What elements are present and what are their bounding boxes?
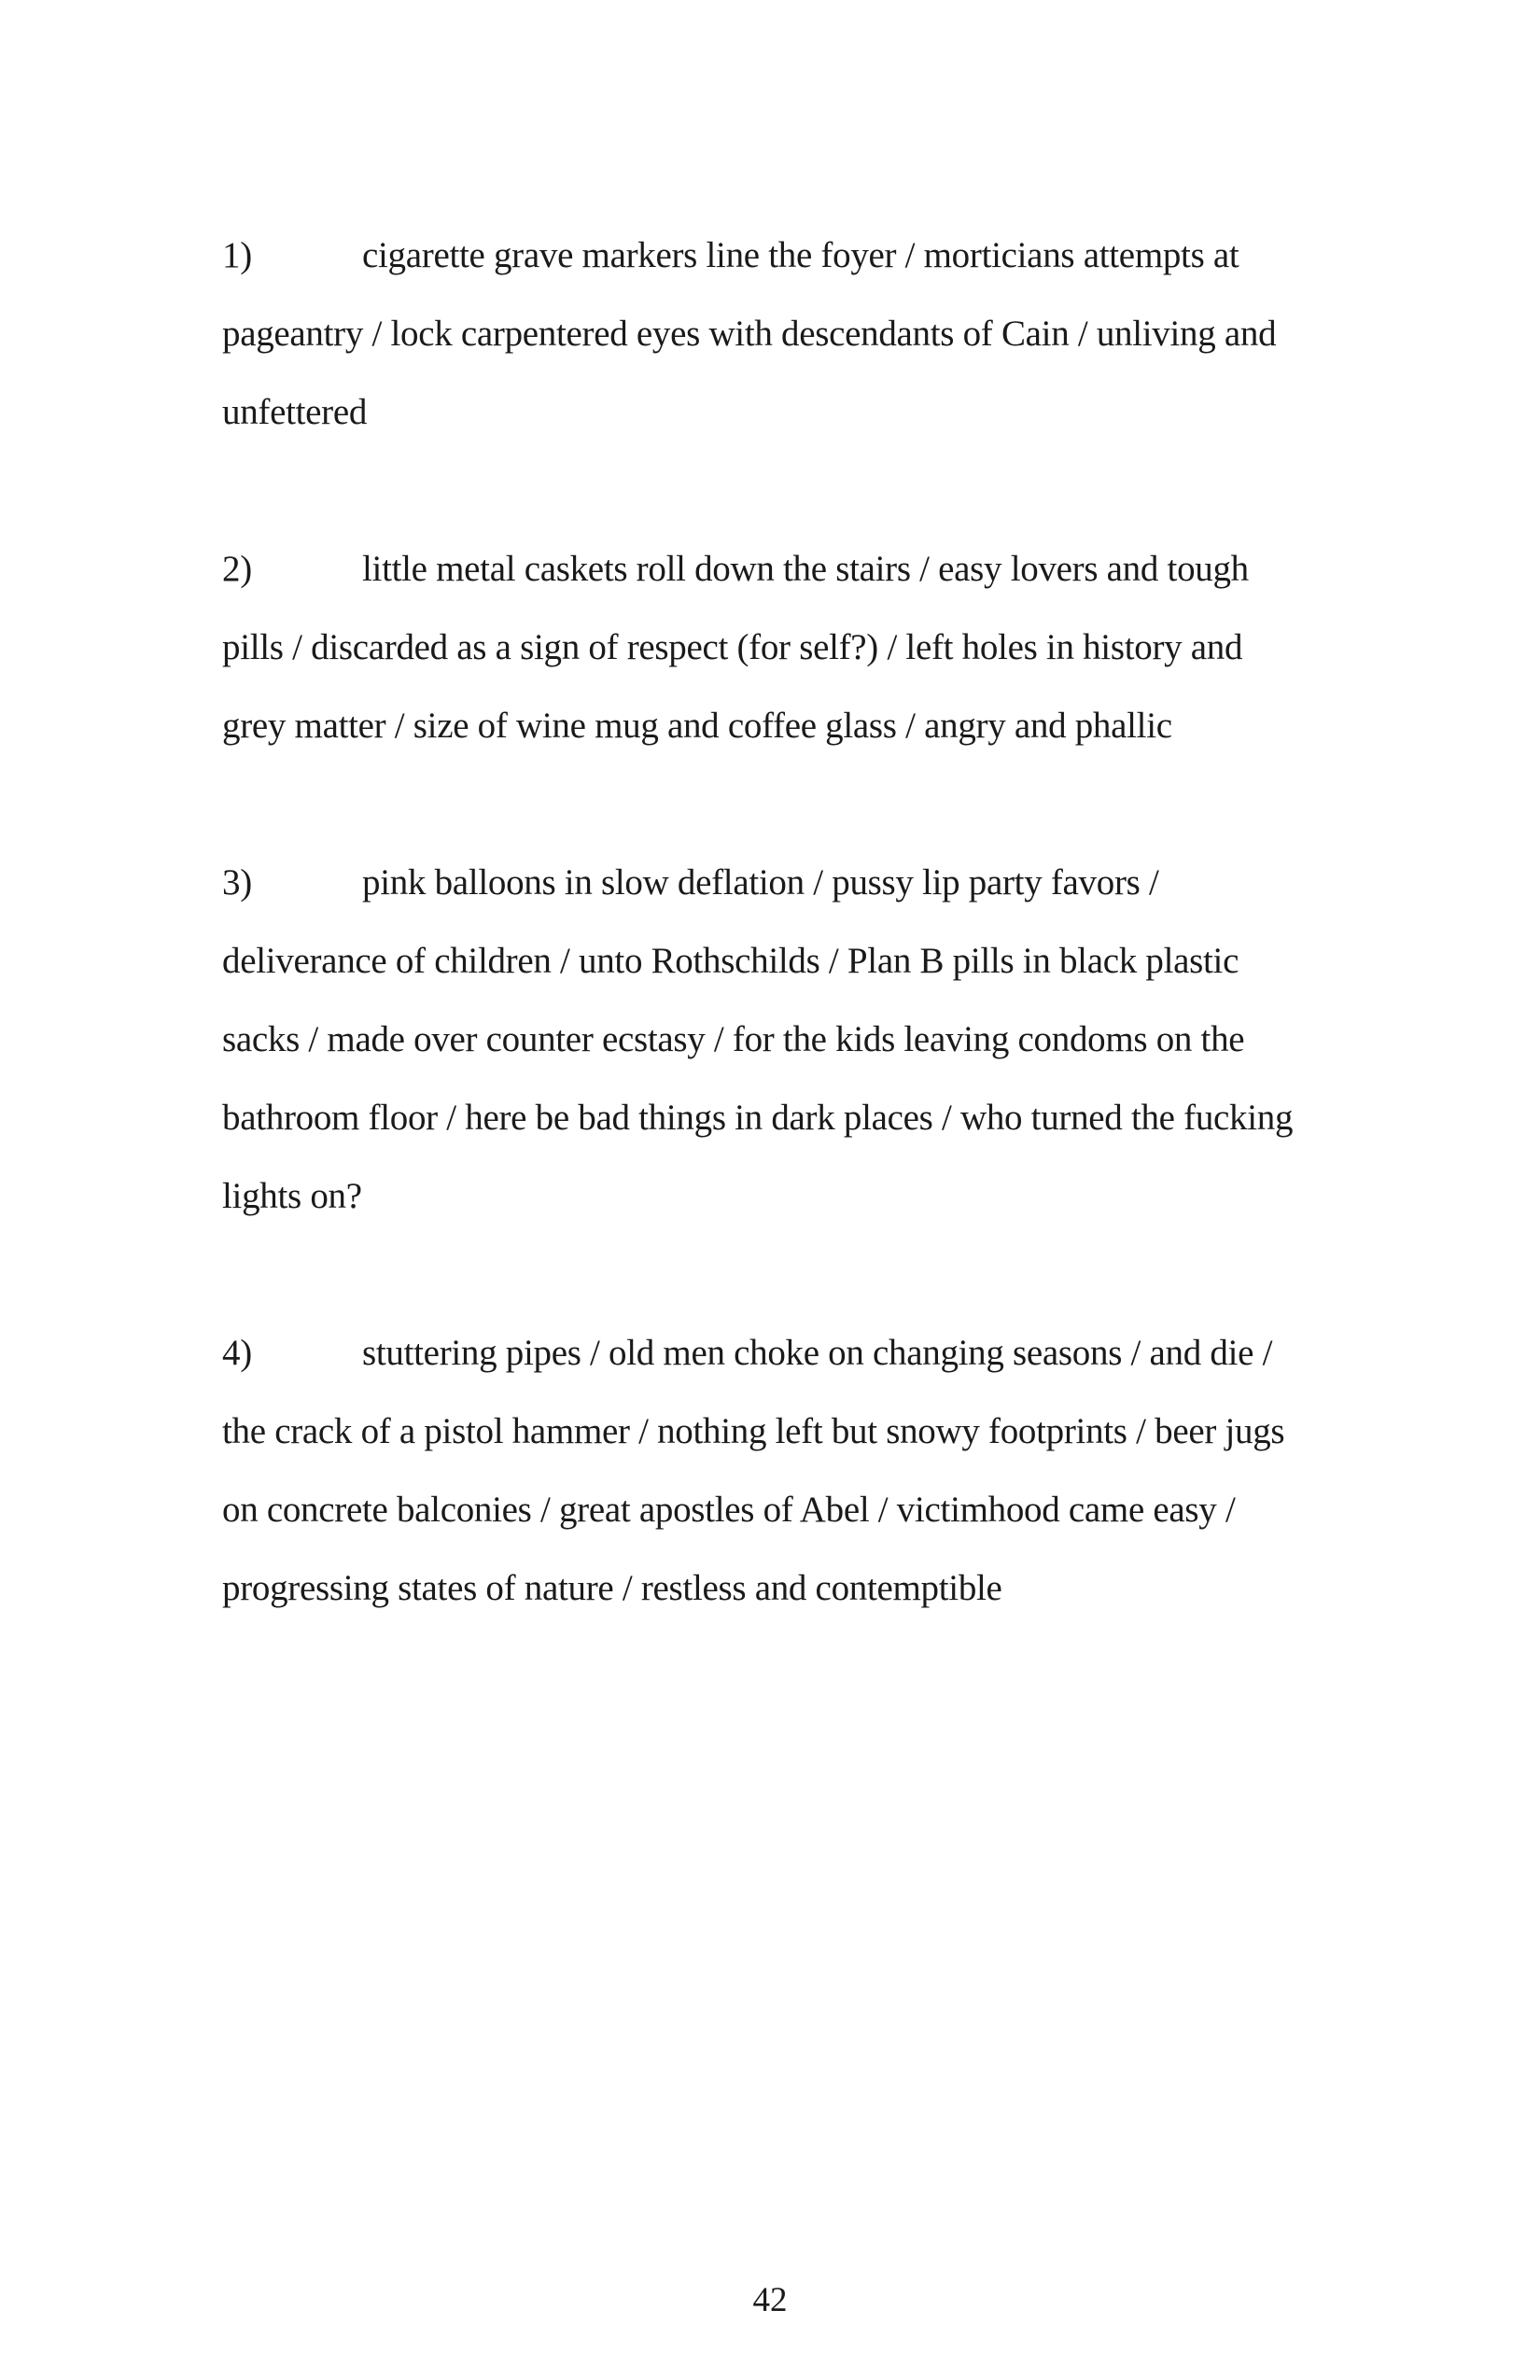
stanza-text: stuttering pipes / old men choke on changing seasons / and die / the crack of a pistol hammer / nothing left but snowy footprints / beer jugs on concrete balconies / great apostles of Abel / victimhood came easy / progressing states of nature / restless and contemptible	[222, 1333, 1285, 1608]
stanza-text: pink balloons in slow deflation / pussy lip party favors / deliverance of children / unto Rothschilds / Plan B pills in black plastic sacks / made over counter ecstasy / for the kids leaving condoms on the bathroom floor / here be bad things in dark places / who turned the fucking lights on?	[222, 862, 1294, 1216]
stanza-2	[222, 530, 1305, 765]
stanza-text: cigarette grave markers line the foyer / morticians attempts at pageantry / lock carpentered eyes with descendants of Cain / unliving and unfettered	[222, 235, 1277, 432]
stanza-4	[222, 1314, 1305, 1628]
stanza-number: 3)	[222, 862, 252, 903]
page-number: 42	[752, 2281, 788, 2319]
poem-body	[222, 217, 1305, 1706]
stanza-number: 1)	[222, 235, 252, 275]
stanza-1	[222, 217, 1305, 452]
stanza-3	[222, 844, 1305, 1236]
stanza-text: little metal caskets roll down the stairs / easy lovers and tough pills / discarded as a sign of respect (for self?) / left holes in history and grey matter / size of wine mug and coffee glass / angry and phallic	[222, 549, 1249, 746]
stanza-number: 2)	[222, 549, 252, 589]
stanza-number: 4)	[222, 1333, 252, 1373]
